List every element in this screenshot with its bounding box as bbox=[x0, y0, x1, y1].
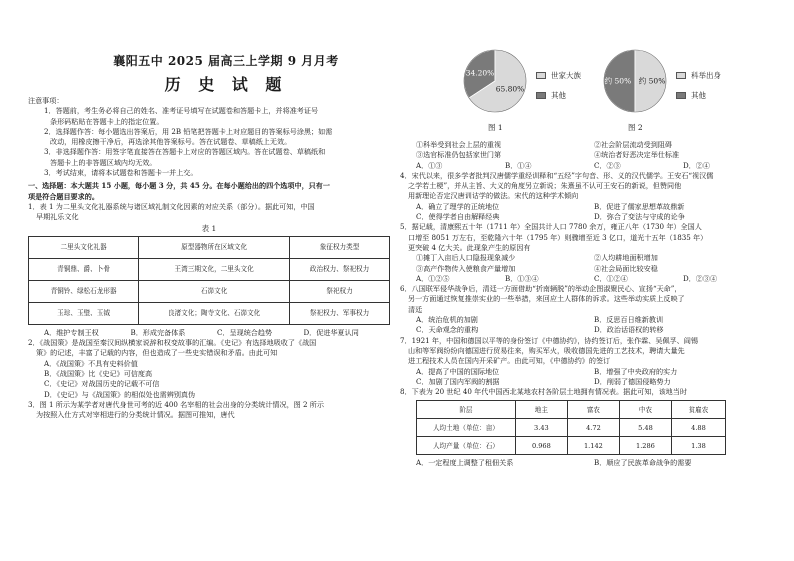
notes-block bbox=[28, 96, 390, 421]
legend-swatch bbox=[676, 92, 686, 99]
q5-items bbox=[400, 253, 772, 274]
option-a[interactable]: A．一定程度上调整了租佃关系 bbox=[416, 458, 514, 468]
right-flow bbox=[400, 140, 772, 469]
table-header-cell: 贫雇农 bbox=[671, 401, 725, 419]
q8-stem: 8．下表为 20 世纪 40 年代中国西北某地农村各阶层土地拥有情况表。据此可知，该地当时 bbox=[400, 387, 687, 397]
q6-stem: 另一方面通过恢复推崇实业的一些举措，来回应土人群体的诉求。这些举动实质上反映了 bbox=[408, 294, 685, 304]
q7-stem: 7．1921 年，中国和德国以平等的身份签订《中德协约》，协约签订后，张作霖、吴佩孚、阎锡 bbox=[400, 335, 698, 345]
q3-stem: 3．图 1 所示为某学者对唐代身世可考的近 400 名宰相的社会出身的分类统计情况，图 2 所示 bbox=[28, 399, 324, 409]
option-a[interactable]: A．统治危机的加剧 bbox=[416, 315, 478, 325]
pie-chart-2 bbox=[600, 46, 670, 116]
table-cell: 青铜铃、绿松石龙形器 bbox=[29, 280, 139, 302]
q7-stem: 山和等军阀纷纷向德国进行贸易往来，购买军火，吸收德国先进的工艺技术，聘请大量先 bbox=[408, 345, 685, 355]
q6-options bbox=[400, 315, 772, 336]
notes-line: 3．非选择题作答：用签字笔直接答在答题卡上对应的答题区域内。答在试题卷、草稿纸和 bbox=[44, 147, 326, 157]
table-cell: 1.286 bbox=[619, 437, 671, 455]
legend-label: 世家大族 bbox=[551, 71, 581, 80]
right-column bbox=[400, 0, 772, 561]
table-cell: 1.142 bbox=[567, 437, 619, 455]
notes-line: 答题卡上的非答题区域内均无效。 bbox=[50, 157, 157, 167]
option-a[interactable]: A．《战国策》不具有史料价值 bbox=[44, 358, 138, 368]
option-a[interactable]: A．维护专制王权 bbox=[44, 327, 99, 337]
option-c[interactable]: C．②③ bbox=[594, 160, 621, 170]
table-cell: 石峁文化 bbox=[139, 280, 290, 302]
option-a[interactable]: A．①③ bbox=[416, 160, 443, 170]
table-header-cell: 富农 bbox=[567, 401, 619, 419]
q2-stem: 策》的记述，丰富了记载的内容，但也造成了一些史实错误和矛盾。由此可知 bbox=[36, 348, 278, 358]
table-cell: 玉琮、玉璧、玉钺 bbox=[29, 302, 139, 324]
q3-item: ①科举受到社会上层的重视 bbox=[416, 140, 502, 149]
q7-stem: 进工程技术人员在国内开采矿产。由此可知，《中德协约》的签订 bbox=[408, 356, 611, 366]
option-d[interactable]: D．削弱了德国侵略势力 bbox=[594, 376, 671, 386]
table-row bbox=[29, 258, 390, 280]
figure-2-label: 图 2 bbox=[628, 123, 643, 132]
table1 bbox=[28, 236, 390, 325]
table-cell: 人均土地（单位：亩） bbox=[417, 419, 516, 437]
notes-line: 1．答题前，考生务必将自己的姓名、准考证号填写在试题卷和答题卡上，并将准考证号 bbox=[44, 106, 319, 116]
q4-options bbox=[400, 202, 772, 223]
q1-stem: 1．表 1 为二里头文化礼器系统与诸区域礼制文化因素的对应关系（部分）。据此可知，中国 bbox=[28, 201, 315, 211]
option-d[interactable]: D．弥合了变法与守成的论争 bbox=[594, 212, 685, 222]
left-column bbox=[28, 0, 390, 561]
q4-stem: 之学若土梗”，并从主旨、大义的角度另立新说；朱熹虽不认可王安石的新说，但赞同他 bbox=[408, 181, 682, 191]
q5-stem: 口增至 8051 万左右，至乾隆六十年（1795 年）则骤增至近 3 亿口，道光十五年（1835 年） bbox=[408, 232, 708, 242]
table-row bbox=[29, 302, 390, 324]
pie-slice-label: 65.80% bbox=[495, 84, 525, 94]
option-d[interactable]: D．促进华夏认同 bbox=[303, 327, 359, 337]
legend-swatch bbox=[536, 92, 546, 99]
q5-options bbox=[400, 274, 772, 284]
q4-stem: 用新理论否定汉唐训诂学的做法。宋代的这种学术倾向 bbox=[408, 191, 579, 201]
q3-item: ④统治者好恶决定举仕标准 bbox=[594, 150, 680, 160]
q8-options bbox=[400, 458, 772, 468]
table-row bbox=[29, 280, 390, 302]
figures-area bbox=[460, 46, 760, 138]
table-cell: 0.968 bbox=[515, 437, 567, 455]
option-c[interactable]: C．呈现统合趋势 bbox=[217, 327, 273, 337]
option-a[interactable]: A．提高了中国的国际地位 bbox=[416, 366, 500, 376]
table-cell: 青铜鼎、爵、卜骨 bbox=[29, 258, 139, 280]
option-b[interactable]: B．促进了儒家思想革故鼎新 bbox=[594, 201, 685, 211]
section-heading: 项是符合题目要求的。 bbox=[28, 191, 99, 201]
option-b[interactable]: B．①③④ bbox=[505, 273, 539, 283]
option-b[interactable]: B．顺应了民族革命战争的需要 bbox=[594, 458, 692, 468]
q5-item: ③高产作物传入使粮食产量增加 bbox=[416, 263, 516, 273]
section-heading: 一、选择题：本大题共 15 小题，每小题 3 分，共 45 分。在每小题给出的四个选项中，只有一 bbox=[28, 181, 330, 191]
legend-label: 其他 bbox=[551, 91, 566, 100]
option-b[interactable]: B．增强了中央政府的实力 bbox=[594, 366, 678, 376]
pie-slice-label: 约 50% bbox=[604, 76, 632, 86]
legend-item bbox=[676, 90, 706, 101]
table-header-cell: 阶层 bbox=[417, 401, 516, 419]
table-header-row bbox=[417, 401, 726, 419]
pie-chart-1 bbox=[460, 46, 530, 116]
q6-stem: 清廷 bbox=[408, 304, 423, 314]
table-cell: 1.38 bbox=[671, 437, 725, 455]
table-cell: 人均产量（单位：石） bbox=[417, 437, 516, 455]
option-b[interactable]: B．形成完备体系 bbox=[130, 327, 186, 337]
table-header-cell: 象征权力类型 bbox=[290, 236, 390, 258]
option-a[interactable]: A．①②⑤ bbox=[416, 273, 450, 283]
q3-items bbox=[400, 140, 772, 161]
table2 bbox=[416, 400, 726, 455]
option-b[interactable]: B．①④ bbox=[505, 160, 532, 170]
table-cell: 3.43 bbox=[515, 419, 567, 437]
q2-stem: 2．《战国策》是战国至秦汉间纵横家说辞和权变故事的汇编。《史记》有选择地吸收了《战国 bbox=[28, 338, 317, 348]
legend-item bbox=[676, 70, 721, 81]
table-cell: 王湾三期文化，二里头文化 bbox=[139, 258, 290, 280]
q6-stem: 6．八国联军侵华战争后，清廷一方面借助“折南辆脱”的举动企图淑聚民心、宣扬“天命”， bbox=[400, 284, 682, 294]
option-c[interactable]: C．使得学者自由解释经典 bbox=[416, 212, 500, 222]
q5-item: ④社会局面比较安稳 bbox=[594, 263, 658, 273]
table-header-cell: 地主 bbox=[515, 401, 567, 419]
table1-caption: 表 1 bbox=[201, 223, 217, 233]
notes-heading: 注意事项： bbox=[28, 96, 64, 105]
option-a[interactable]: A．确立了理学的正统地位 bbox=[416, 201, 500, 211]
pie-slice-label: 约 50% bbox=[638, 76, 666, 86]
subject-title: 历 史 试 题 bbox=[164, 75, 288, 94]
option-b[interactable]: B．反思百日维新教训 bbox=[594, 315, 664, 325]
legend-item bbox=[536, 90, 566, 101]
q1-stem: 早期礼乐文化 bbox=[36, 212, 79, 222]
table-cell: 祭祀权力、军事权力 bbox=[290, 302, 390, 324]
option-c[interactable]: C．《史记》对战国历史的记载不可信 bbox=[44, 379, 160, 389]
q3-item: ③选官标准仍包括家世门第 bbox=[416, 150, 502, 160]
legend-label: 科举出身 bbox=[691, 71, 721, 80]
notes-line: 改动，用橡皮擦干净后，再选涂其他答案标号。答在试题卷、草稿纸上无效。 bbox=[50, 137, 292, 147]
school-title: 襄阳五中 2025 届高三上学期 9 月月考 bbox=[113, 54, 339, 68]
table-header-cell: 二里头文化礼器 bbox=[29, 236, 139, 258]
q4-stem: 4．宋代以来，很多学者批判汉唐儒学重经训释和“五经”字句音、形、义的汉代儒学。王安石“视汉儒 bbox=[400, 170, 714, 180]
option-c[interactable]: C．①②④ bbox=[594, 273, 628, 283]
q5-item: ①摊丁入亩后人口隐报现象减少 bbox=[416, 253, 516, 263]
table-row bbox=[417, 437, 726, 455]
notes-line: 2．选择题作答：每小题选出答案后，用 2B 铅笔把答题卡上对应题目的答案标号涂黑；如需 bbox=[44, 126, 333, 136]
table-header-row bbox=[29, 236, 390, 258]
option-c[interactable]: C．加剧了国内军阀的割据 bbox=[416, 376, 500, 386]
q3-item: ②社会阶层流动受到阻碍 bbox=[594, 140, 673, 149]
legend-label: 其他 bbox=[691, 91, 706, 100]
option-d[interactable]: D．《史记》与《战国策》的相似处也需辨别真伪 bbox=[44, 389, 196, 399]
q3-options bbox=[400, 161, 772, 171]
table-cell: 祭祀权力 bbox=[290, 280, 390, 302]
q7-options bbox=[400, 367, 772, 388]
q1-options bbox=[28, 328, 390, 338]
notes-line: 3．考试结束，请将本试题卷和答题卡一并上交。 bbox=[44, 168, 198, 178]
table-cell: 良渚文化；陶寺文化、石峁文化 bbox=[139, 302, 290, 324]
table-cell: 4.72 bbox=[567, 419, 619, 437]
figure-1-label: 图 1 bbox=[488, 123, 503, 132]
q5-stem: 5．据记载，清康熙五十年（1711 年）全国共计人口 7780 余万，雍正八年（1730 年）全国人 bbox=[400, 222, 702, 232]
option-d[interactable]: D．②③④ bbox=[683, 273, 718, 283]
legend-swatch bbox=[676, 72, 686, 79]
q5-item: ②人均耕地面积增加 bbox=[594, 253, 658, 263]
table-header-cell: 中农 bbox=[619, 401, 671, 419]
q3-stem: 为按照入仕方式对宰相进行的分类统计情况。据图可推知，唐代 bbox=[36, 410, 235, 420]
pie-slice-label: 34.20% bbox=[465, 68, 495, 78]
table-cell: 5.48 bbox=[619, 419, 671, 437]
table-cell: 4.88 bbox=[671, 419, 725, 437]
option-c[interactable]: C．天命观念的重构 bbox=[416, 325, 479, 335]
legend-swatch bbox=[536, 72, 546, 79]
notes-line: 条形码粘贴在答题卡上的指定位置。 bbox=[50, 116, 164, 126]
table-header-cell: 原型器物所在区域文化 bbox=[139, 236, 290, 258]
q5-stem: 更突破 4 亿大关。此现象产生的原因有 bbox=[408, 242, 531, 252]
legend-item bbox=[536, 70, 581, 81]
table-cell: 政治权力、祭祀权力 bbox=[290, 258, 390, 280]
option-b[interactable]: B．《战国策》比《史记》可信度高 bbox=[44, 369, 153, 379]
option-d[interactable]: D．政治话语权的转移 bbox=[594, 325, 664, 335]
table-row bbox=[417, 419, 726, 437]
option-d[interactable]: D．②④ bbox=[683, 160, 710, 170]
